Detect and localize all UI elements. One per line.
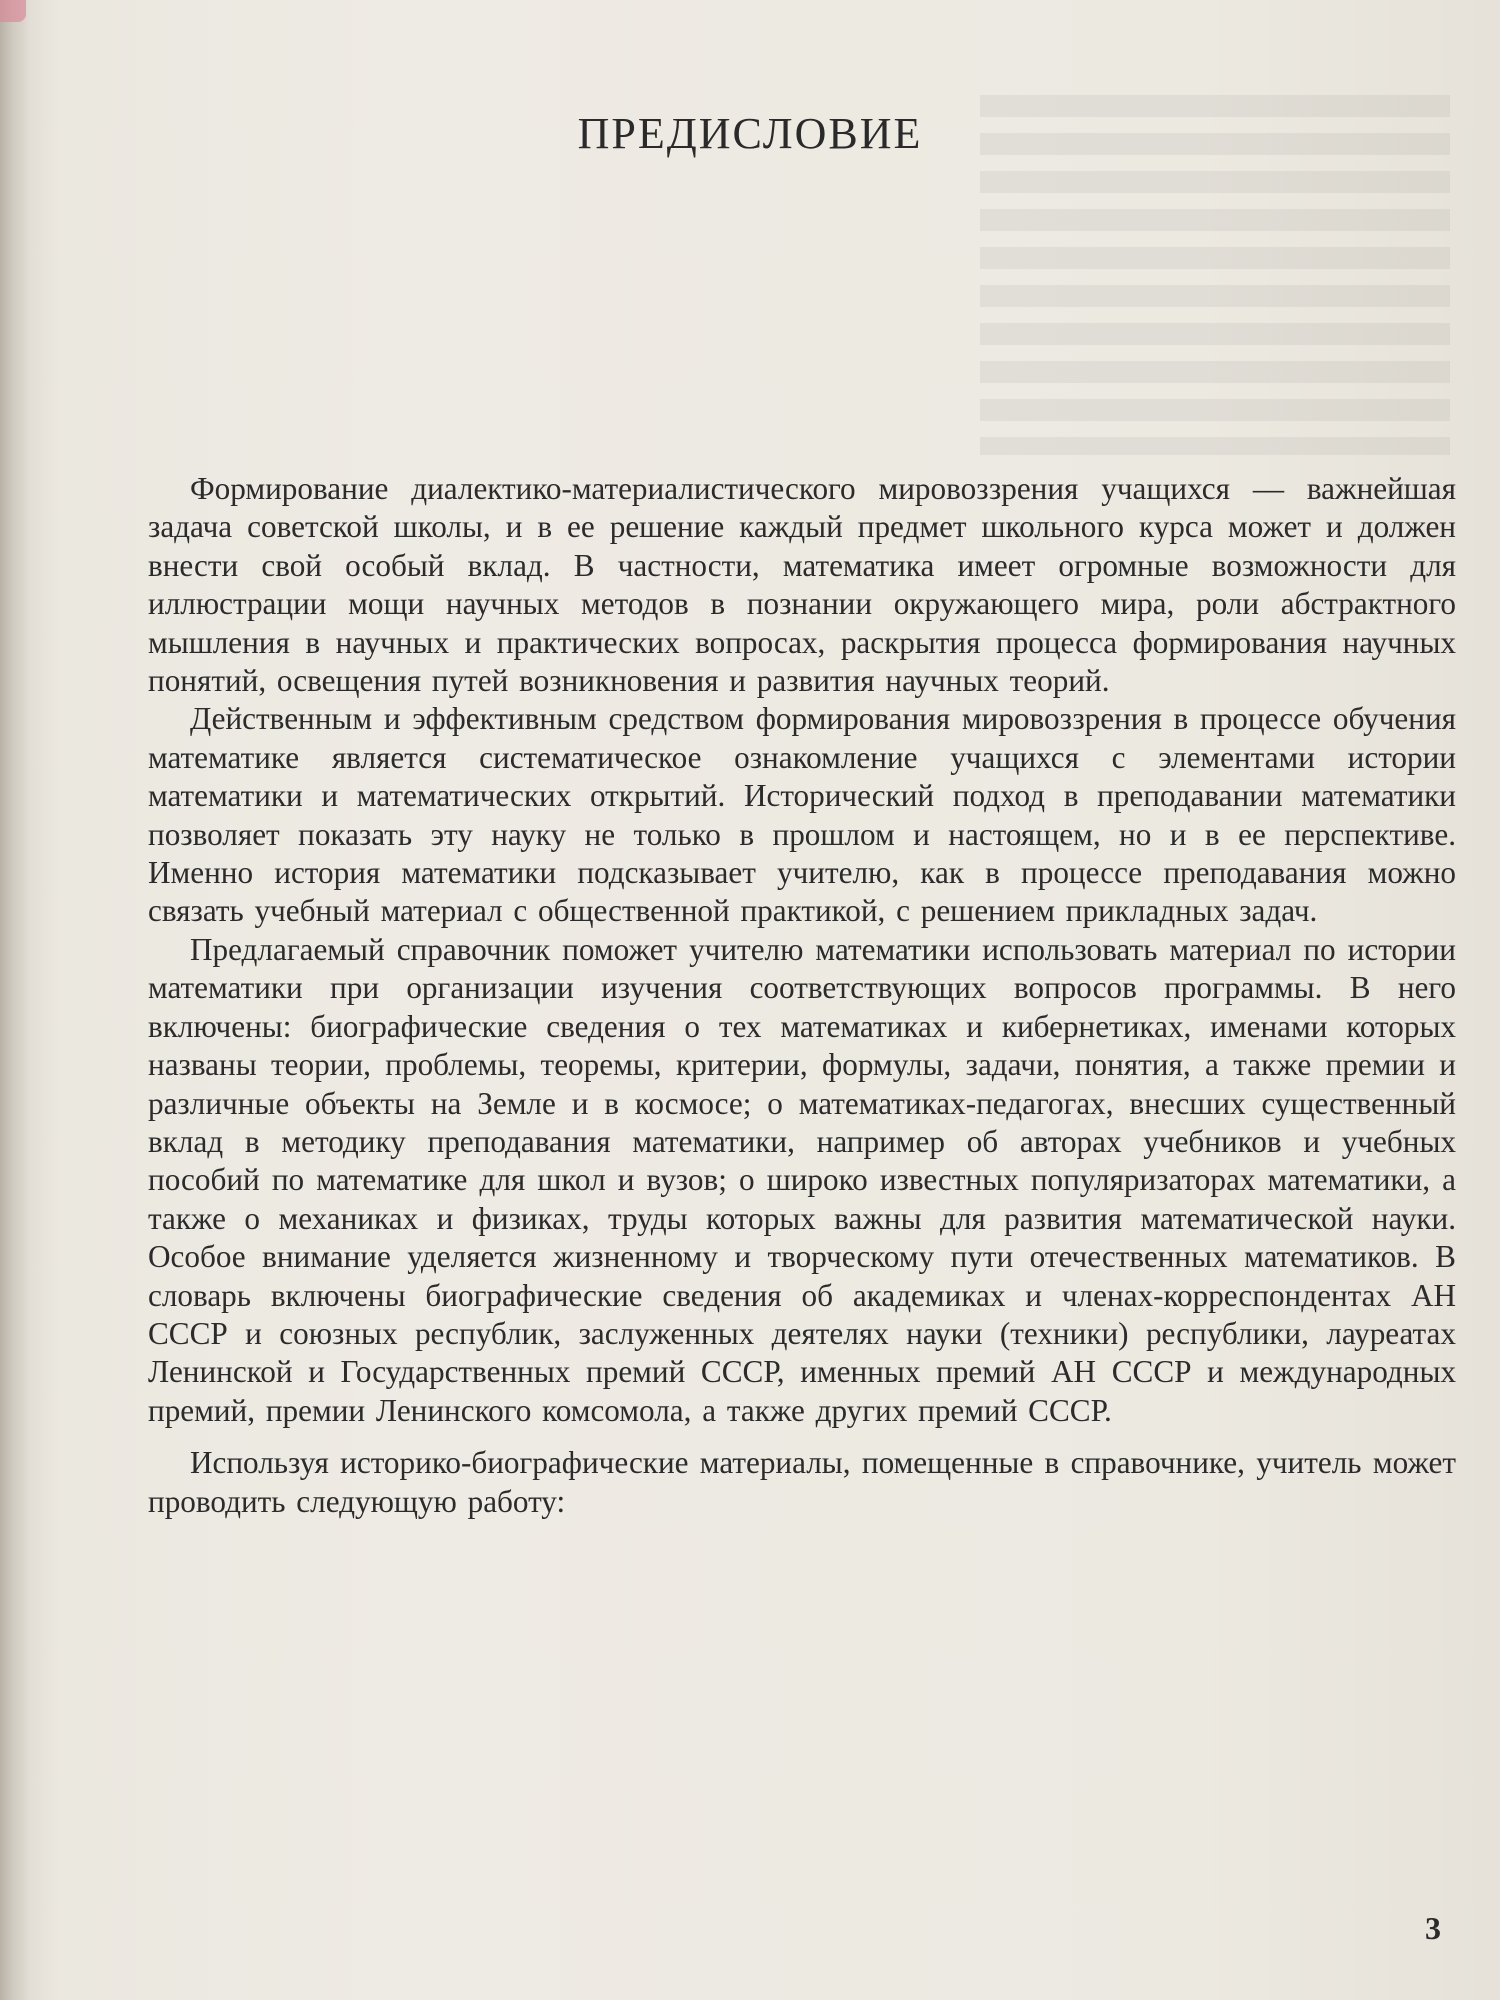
corner-color-mark [0,0,26,22]
page-number: 3 [1425,1910,1441,1946]
page-title: ПРЕДИСЛОВИЕ [577,109,923,158]
paragraph-2: Действенным и эффективным средством формирования мировоззрения в процессе обучения математике является систематическое ознакомление учащихся с элементами истории математики и математических открытий. Исторический подход в преподавании математики позволяет показать эту науку не только в прошлом и настоящем, но и в ее перспективе. Именно история математики подсказывает учителю, как в процессе преподавания можно связать учебный материал с общественной практикой, с решением прикладных задач. [148,701,1456,929]
paragraph-3: Предлагаемый справочник поможет учителю математики использовать материал по истории математики при организации изучения соответствующих вопросов программы. В него включены: биографические сведения о тех математиках и кибернетиках, именами которых названы теории, проблемы, теоремы, критерии, формулы, задачи, понятия, а также премии и различные объекты на Земле и в космосе; о математиках-педагогах, внесших существенный вклад в методику преподавания математики, например об авторах учебников и учебных пособий по математике для школ и вузов; о широко известных популяризаторах математики, а также о механиках и физиках, труды которых важны для развития математической науки. Особое внимание уделяется жизненному и творческому пути отечественных математиков. В словарь включены биографические сведения об академиках и членах-корреспондентах АН СССР и союзных республик, заслуженных деятелях науки (техники) республики, лауреатах Ленинской и Государственных премий СССР, именных премий АН СССР и международных премий, премии Ленинского комсомола, а также других премий СССР. [148,931,1456,1428]
book-spine-shadow [0,0,30,2000]
paragraph-4: Используя историко-биографические материалы, помещенные в справочнике, учитель может проводить следующую работу: [148,1445,1456,1519]
paragraph-1: Формирование диалектико-материалистического мировоззрения учащихся — важнейшая задача советской школы, и в ее решение каждый предмет школьного курса может и должен внести свой особый вклад. В частности, математика имеет огромные возможности для иллюстрации мощи научных методов в познании окружающего мира, роли абстрактного мышления в научных и практических вопросах, раскрытия процесса формирования научных понятий, освещения путей возникновения и развития научных теорий. [148,471,1456,699]
preface-body [148,470,1456,1521]
